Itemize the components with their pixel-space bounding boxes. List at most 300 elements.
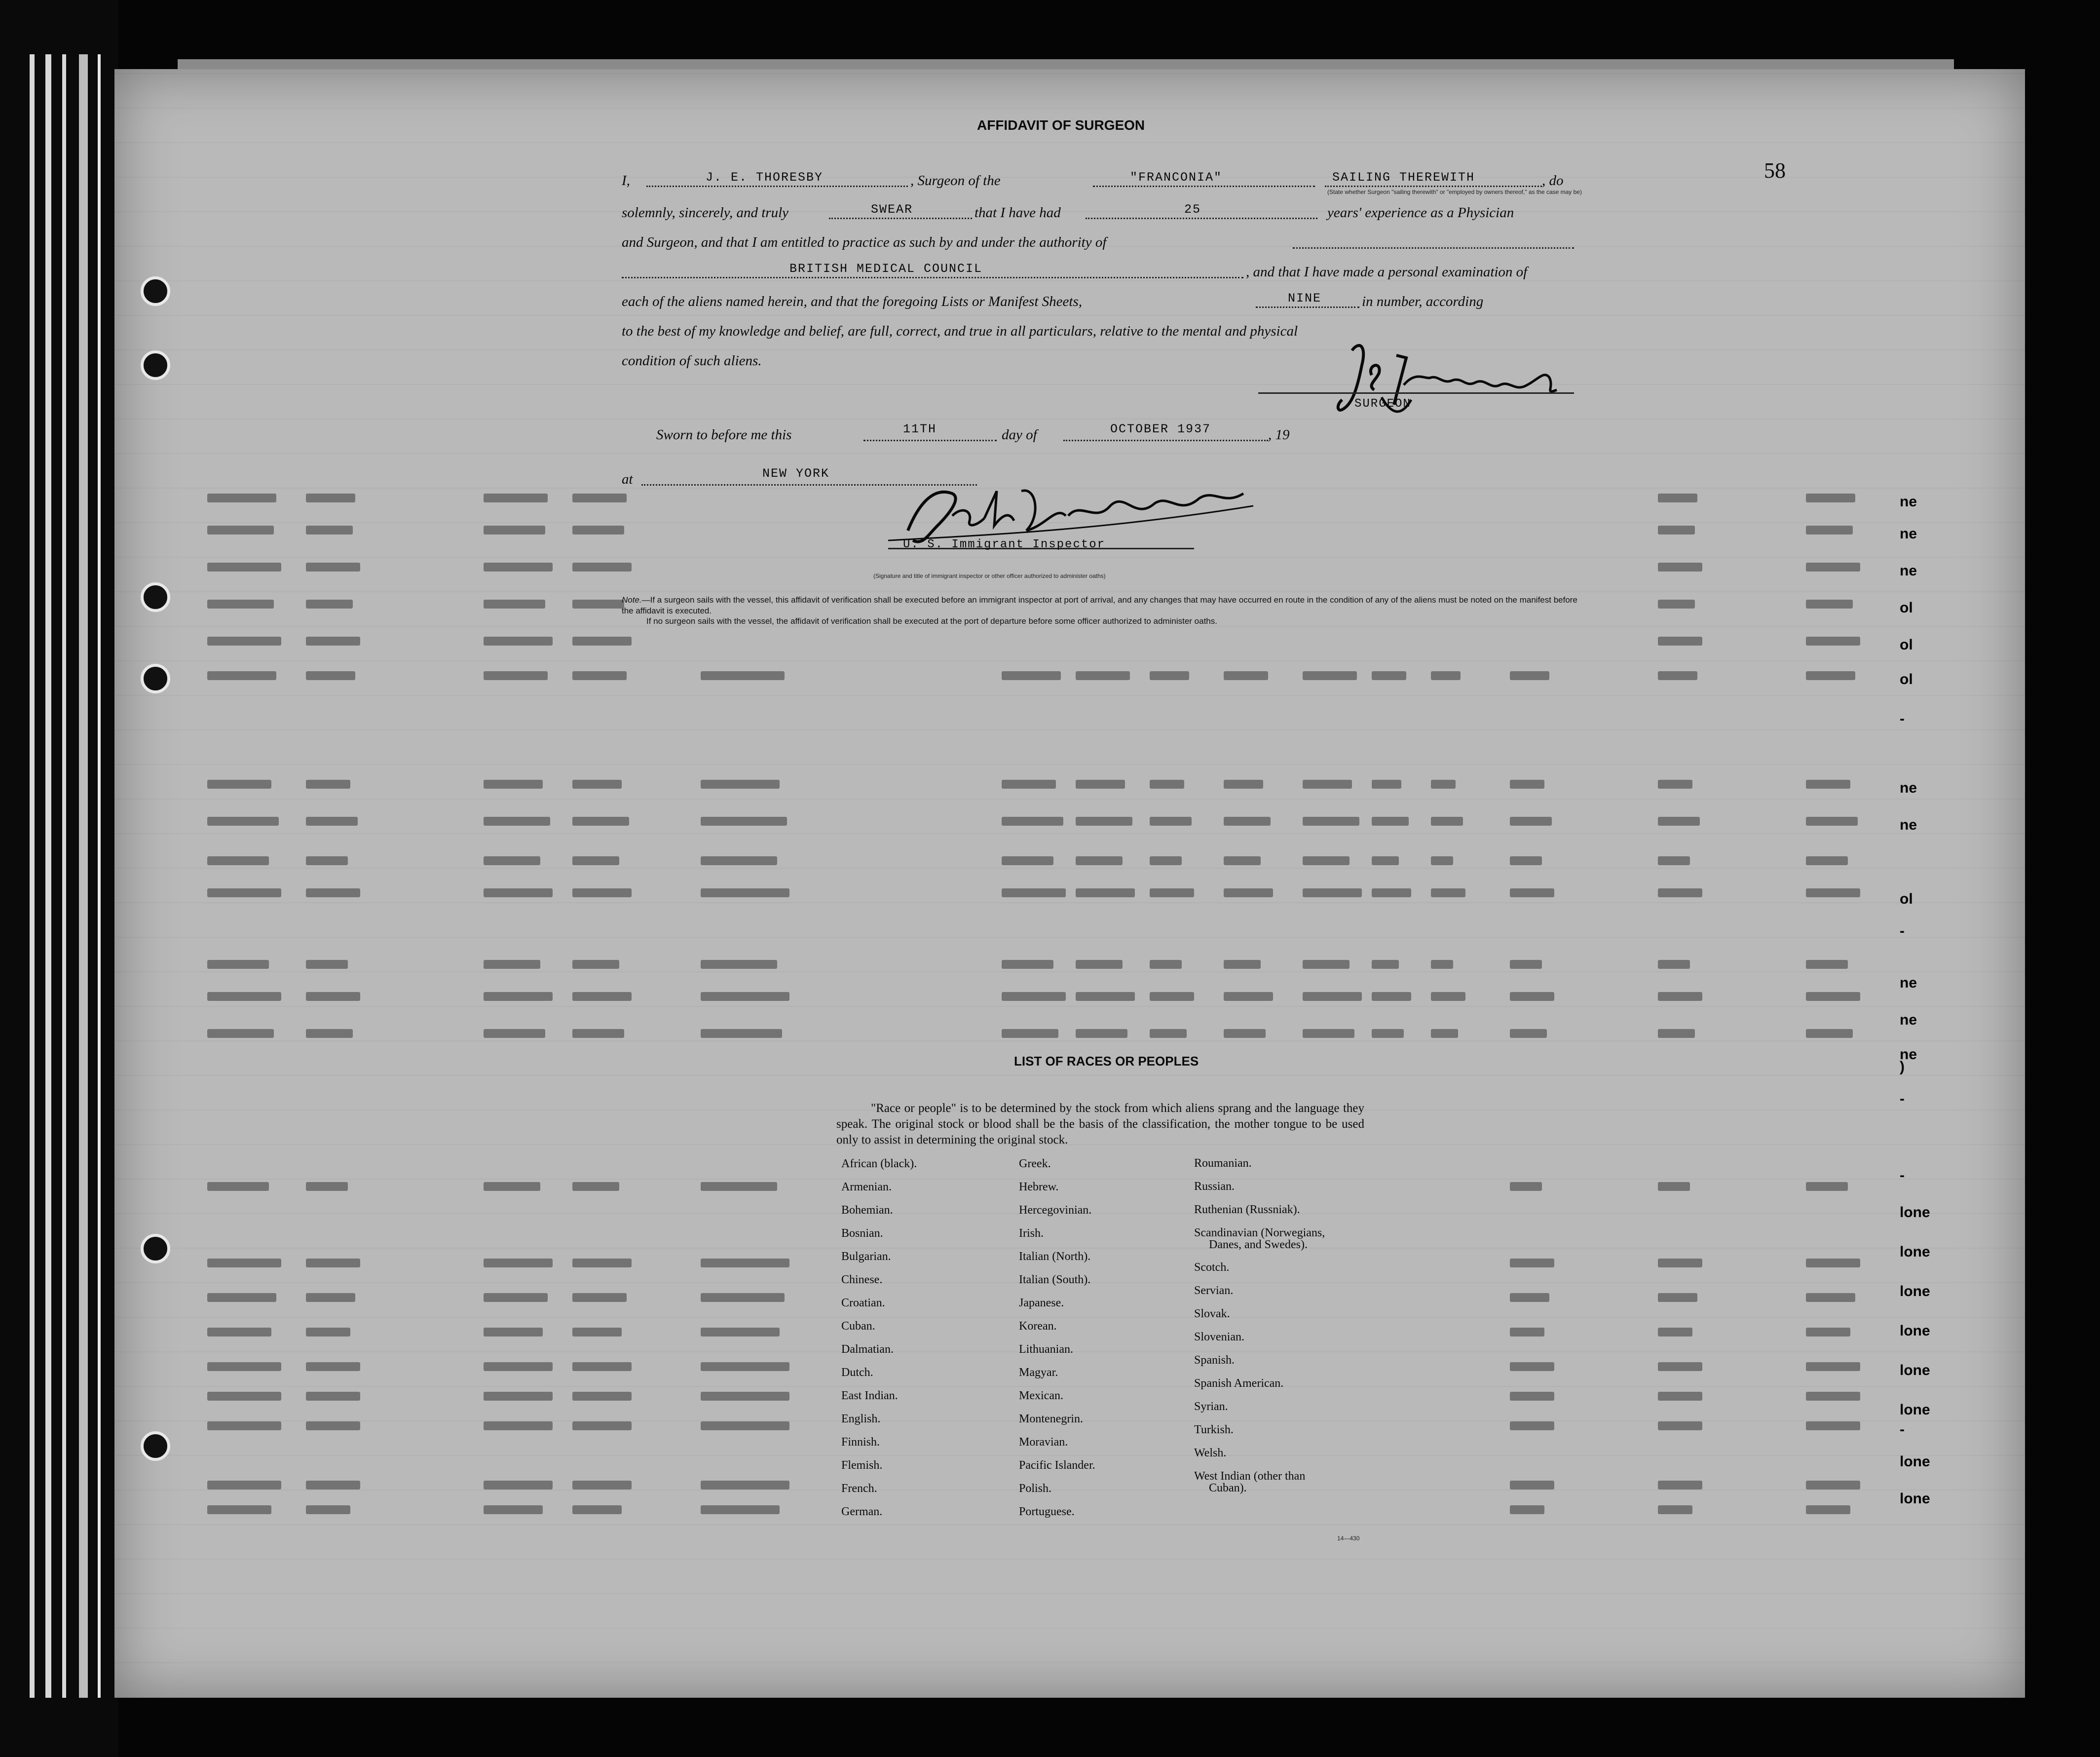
faded-entry [1658,563,1702,572]
faded-entry [484,1259,553,1267]
faded-entry [572,1328,622,1337]
faded-entry [1510,888,1554,897]
sworn-place: NEW YORK [762,466,830,481]
faded-entry [207,1392,281,1401]
faded-entry [1224,960,1261,969]
faded-entry [1806,856,1848,865]
faded-entry [1372,992,1411,1001]
affidavit-line2-mid: that I have had [975,205,1061,221]
faded-entry [1372,856,1399,865]
race-entry: Montenegrin. [1019,1413,1083,1425]
faded-entry [1806,780,1850,789]
race-entry: Irish. [1019,1227,1044,1240]
faded-entry [484,856,540,865]
margin-mark: ne [1900,563,1917,579]
faded-entry [1150,671,1189,680]
page-number: 58 [1764,158,1786,183]
race-entry: West Indian (other than Cuban). [1194,1470,1325,1493]
affidavit-line5-pre: each of the aliens named herein, and that the foregoing Lists or Manifest Sheets, [622,294,1082,309]
race-entry: Ruthenian (Russniak). [1194,1203,1300,1216]
dotted-field [646,186,908,187]
margin-mark: ne [1900,1046,1917,1063]
faded-entry [1806,563,1860,572]
margin-mark: - [1900,1167,1905,1184]
faded-entry [484,1293,548,1302]
margin-mark: ne [1900,526,1917,542]
faded-entry [572,1029,624,1038]
faded-entry [1510,856,1542,865]
race-entry: Italian (South). [1019,1273,1091,1286]
affidavit-line7: condition of such aliens. [622,353,762,369]
faded-entry [1658,817,1700,826]
faded-entry [1510,780,1544,789]
faded-entry [306,1293,355,1302]
race-entry: Scandinavian (Norwegians, Danes, and Swedes). [1194,1226,1325,1251]
ship-name: "FRANCONIA" [1130,170,1223,185]
faded-entry [572,1505,622,1514]
faded-entry [1806,526,1853,535]
faded-entry [572,563,632,572]
faded-entry [1431,1029,1458,1038]
faded-entry [484,637,553,646]
faded-entry [1224,992,1273,1001]
race-entry: Hercegovinian. [1019,1204,1092,1217]
faded-entry [207,1182,269,1191]
race-entry: Cuban. [841,1320,875,1333]
faded-entry [484,563,553,572]
margin-mark: lone [1900,1323,1930,1339]
faded-entry [1806,1182,1848,1191]
faded-entry [1150,960,1182,969]
faded-entry [484,992,553,1001]
faded-entry [207,1293,276,1302]
faded-entry [1002,856,1053,865]
faded-entry [1431,888,1465,897]
faded-entry [701,1505,780,1514]
inspector-title: U. S. Immigrant Inspector [903,538,1106,551]
punch-hole [141,664,170,693]
faded-entry [1224,780,1263,789]
faded-entry [1002,992,1066,1001]
faded-entry [1076,960,1123,969]
faded-entry [207,888,281,897]
race-entry: Moravian. [1019,1436,1068,1449]
faded-entry [1658,637,1702,646]
faded-entry [1002,960,1053,969]
faded-entry [1002,888,1066,897]
faded-entry [572,960,619,969]
faded-entry [306,600,353,609]
sworn-day: 11TH [903,422,937,436]
faded-entry [207,1029,274,1038]
licensing-authority: BRITISH MEDICAL COUNCIL [789,262,983,276]
faded-entry [1150,856,1182,865]
faded-entry [1076,671,1130,680]
faded-entry [484,1481,553,1490]
inspector-instruction: (Signature and title of immigrant inspector or other officer authorized to administer oaths) [873,573,1106,579]
race-entry: Slovak. [1194,1307,1230,1320]
race-entry: Italian (North). [1019,1250,1091,1263]
faded-entry [484,600,545,609]
faded-entry [306,888,360,897]
faded-entry [484,960,540,969]
faded-entry [207,960,269,969]
sworn-end: , 19 [1268,427,1290,443]
race-entry: Bohemian. [841,1204,893,1217]
race-entry: German. [841,1505,883,1518]
faded-entry [1372,1029,1404,1038]
race-entry: Russian. [1194,1180,1235,1193]
faded-entry [572,1392,632,1401]
race-entry-continuation: Cuban). [1209,1482,1247,1494]
faded-entry [484,1362,553,1371]
faded-entry [1806,1293,1855,1302]
affidavit-line2-end: years' experience as a Physician [1327,205,1514,221]
faded-entry [207,637,281,646]
margin-mark: ne [1900,1012,1917,1028]
race-entry: Servian. [1194,1284,1234,1297]
margin-mark: ol [1900,891,1913,907]
faded-entry [1303,671,1357,680]
faded-entry [1658,1182,1690,1191]
faded-entry [1658,526,1695,535]
margin-mark: lone [1900,1283,1930,1299]
dotted-field [1325,186,1542,187]
faded-entry [306,563,360,572]
faded-entry [306,1182,348,1191]
faded-entry [701,1362,789,1371]
binder-stripe [62,54,66,1698]
faded-entry [1658,960,1690,969]
faded-entry [1658,1259,1702,1267]
binder-edge [0,0,118,1757]
faded-entry [1303,1029,1354,1038]
faded-entry [572,637,632,646]
punch-hole [141,276,170,306]
punch-hole [141,1234,170,1263]
faded-entry [306,856,348,865]
affidavit-note-2: If no surgeon sails with the vessel, the affidavit of verification shall be executed at the port of departure before some officer authorized to administer oaths. [646,616,1217,626]
sheet-count: NINE [1288,291,1322,306]
faded-entry [1806,600,1853,609]
race-entry: Syrian. [1194,1400,1228,1413]
faded-entry [1076,856,1123,865]
faded-entry [1510,992,1554,1001]
margin-mark: ) [1900,1059,1905,1075]
faded-entry [1806,1328,1850,1337]
races-intro: "Race or people" is to be determined by the stock from which aliens sprang and the language they speak. The original stock or blood shall be the basis of the classification, the mother tongue to be used only to assist in determining the original stock. [836,1102,1364,1146]
oath-word: SWEAR [871,202,913,217]
surgeon-signature-line [1258,392,1574,394]
faded-entry [207,671,276,680]
faded-entry [1806,1259,1860,1267]
binder-stripe [98,54,101,1698]
faded-entry [1303,888,1362,897]
races-column-3 [1194,1157,1325,1493]
faded-entry [1002,671,1061,680]
faded-entry [701,1293,785,1302]
faded-entry [572,1362,632,1371]
faded-entry [1658,888,1702,897]
faded-entry [701,1481,789,1490]
faded-entry [1806,1362,1860,1371]
margin-mark: ol [1900,637,1913,653]
years-experience: 25 [1184,202,1201,217]
faded-entry [1076,888,1135,897]
race-entry: Croatian. [841,1297,885,1309]
faded-entry [572,1259,632,1267]
faded-entry [484,1029,545,1038]
race-entry: African (black). [841,1157,917,1170]
faded-entry [701,780,780,789]
races-column-2 [1019,1157,1095,1528]
race-entry: Spanish American. [1194,1377,1284,1390]
faded-entry [484,780,543,789]
faded-entry [701,856,777,865]
race-entry: Japanese. [1019,1297,1064,1309]
faded-entry [1224,817,1271,826]
dotted-field [622,277,1243,278]
faded-entry [1224,671,1268,680]
faded-entry [1510,1421,1554,1430]
faded-entry [207,856,269,865]
faded-entry [1658,992,1702,1001]
binder-stripe [30,54,35,1698]
race-entry: Greek. [1019,1157,1051,1170]
faded-entry [572,817,629,826]
faded-entry [306,637,360,646]
dotted-field [829,218,972,219]
margin-mark: lone [1900,1244,1930,1260]
affidavit-title: AFFIDAVIT OF SURGEON [977,117,1145,133]
race-entry: Spanish. [1194,1354,1235,1367]
faded-entry [701,1328,780,1337]
margin-mark: - [1900,711,1905,727]
race-entry: French. [841,1482,877,1495]
binder-stripe [79,54,88,1698]
form-number: 14—430 [1337,1535,1360,1542]
faded-entry [1150,780,1184,789]
faded-entry [306,817,358,826]
faded-entry [1372,960,1399,969]
faded-entry [207,1259,281,1267]
affidavit-line4-end: , and that I have made a personal examination of [1246,264,1528,280]
faded-entry [1658,1505,1692,1514]
faded-entry [1658,1029,1695,1038]
faded-entry [572,856,619,865]
faded-entry [1224,856,1261,865]
faded-entry [572,1421,632,1430]
faded-entry [1510,1481,1554,1490]
faded-entry [1431,960,1453,969]
faded-entry [1303,992,1362,1001]
faded-entry [1806,992,1860,1001]
faded-entry [306,1029,353,1038]
margin-mark: - [1900,1421,1905,1438]
faded-entry [1076,992,1135,1001]
affidavit-line3: and Surgeon, and that I am entitled to practice as such by and under the authority of [622,234,1107,250]
faded-entry [1658,1481,1702,1490]
faded-entry [572,600,624,609]
race-entry: Hebrew. [1019,1181,1059,1193]
faded-entry [701,671,785,680]
faded-entry [1806,1421,1860,1430]
sworn-pre: Sworn to before me this [656,427,792,443]
faded-entry [1658,494,1697,502]
faded-entry [207,1421,281,1430]
faded-entry [306,1259,360,1267]
race-entry-continuation: Danes, and Swedes). [1209,1238,1308,1251]
faded-entry [306,1505,350,1514]
race-entry: Bulgarian. [841,1250,891,1263]
faded-entry [572,780,622,789]
faded-entry [1806,671,1855,680]
race-entry: Bosnian. [841,1227,883,1240]
faded-entry [207,526,274,535]
race-entry: Lithuanian. [1019,1343,1073,1356]
faded-entry [1303,960,1350,969]
faded-entry [1806,1029,1853,1038]
faded-entry [1224,1029,1266,1038]
faded-entry [306,1421,360,1430]
punch-hole [141,582,170,612]
margin-mark: lone [1900,1490,1930,1507]
faded-entry [1510,1293,1549,1302]
faded-entry [1510,1392,1554,1401]
faded-entry [1002,817,1063,826]
faded-entry [1431,780,1456,789]
dotted-field [1293,247,1574,249]
race-entry: Polish. [1019,1482,1052,1495]
faded-entry [701,992,789,1001]
race-entry: Korean. [1019,1320,1057,1333]
sheet-top-edge [178,59,1954,69]
races-title: LIST OF RACES OR PEOPLES [1014,1054,1199,1069]
faded-entry [1303,856,1350,865]
faded-entry [1658,1293,1697,1302]
faded-entry [1510,817,1552,826]
faded-entry [484,1505,543,1514]
faded-entry [306,1481,360,1490]
faded-entry [1658,856,1690,865]
dotted-field [1093,186,1315,187]
faded-entry [1510,1029,1547,1038]
surgeon-status: SAILING THEREWITH [1332,170,1475,185]
faded-entry [207,817,279,826]
faded-entry [1150,992,1194,1001]
dotted-field [1086,218,1317,219]
faded-entry [701,960,777,969]
race-entry: Finnish. [841,1436,880,1449]
faded-entry [701,1392,789,1401]
margin-mark: ol [1900,671,1913,688]
affidavit-line1-mid: , Surgeon of the [910,173,1001,189]
race-entry: Scotch. [1194,1261,1230,1274]
faded-entry [1372,671,1406,680]
race-entry: Magyar. [1019,1366,1058,1379]
faded-entry [484,494,548,502]
note-text: —If a surgeon sails with the vessel, this affidavit of verification shall be executed before an immigrant inspector at port of arrival, and any changes that may have occurred en route in the condition of any of the aliens must be noted on the manifest before the affidavit is executed. [622,595,1577,615]
faded-entry [1510,1259,1554,1267]
faded-entry [1658,1392,1702,1401]
faded-entry [1002,1029,1058,1038]
faded-entry [1224,888,1273,897]
margin-mark: ol [1900,600,1913,616]
faded-entry [1372,888,1411,897]
faded-entry [207,563,281,572]
faded-entry [1372,780,1401,789]
faded-entry [207,992,281,1001]
faded-entry [1806,494,1855,502]
faded-entry [1002,780,1056,789]
faded-entry [1658,780,1692,789]
faded-entry [701,1029,782,1038]
faded-entry [1806,1481,1860,1490]
dotted-field [1063,440,1268,441]
faded-entry [1510,960,1542,969]
sworn-mid: day of [1002,427,1037,443]
faded-entry [484,888,553,897]
faded-entry [484,1328,543,1337]
faded-entry [1658,1421,1702,1430]
race-entry: Armenian. [841,1181,892,1193]
faded-entry [484,1182,540,1191]
margin-mark: lone [1900,1204,1930,1221]
affidavit-line1-end: , do [1542,173,1564,189]
faded-entry [572,992,632,1001]
faded-entry [306,992,360,1001]
faded-entry [207,600,274,609]
margin-mark: lone [1900,1362,1930,1378]
margin-mark: ne [1900,975,1917,991]
faded-entry [701,817,787,826]
faded-entry [701,1259,789,1267]
margin-mark: lone [1900,1453,1930,1470]
faded-entry [207,1362,281,1371]
faded-entry [572,1481,632,1490]
faded-entry [207,494,276,502]
dotted-field [863,440,997,441]
faded-entry [1658,600,1695,609]
faded-entry [1510,671,1549,680]
faded-entry [701,1182,777,1191]
margin-mark: - [1900,923,1905,939]
faded-entry [572,1182,619,1191]
margin-mark: lone [1900,1402,1930,1418]
faded-entry [1431,992,1465,1001]
faded-entry [1510,1505,1544,1514]
affidavit-line1-pre: I, [622,173,630,189]
faded-entry [306,671,355,680]
faded-entry [572,494,627,502]
faded-entry [1806,1505,1850,1514]
faded-entry [1806,817,1858,826]
margin-mark: - [1900,1091,1905,1107]
faded-entry [572,1293,627,1302]
affidavit-note [622,595,1579,616]
faded-entry [484,526,545,535]
faded-entry [1303,780,1352,789]
race-entry: Chinese. [841,1273,883,1286]
sworn-month-year: OCTOBER 1937 [1110,422,1211,436]
race-entry: Welsh. [1194,1447,1227,1459]
faded-entry [306,960,348,969]
faded-entry [1150,1029,1187,1038]
faded-entry [306,780,350,789]
surgeon-name: J. E. THORESBY [706,170,824,185]
status-instruction: (State whether Surgeon "sailing therewith" or "employed by owners thereof," as the case may be) [1327,189,1582,195]
faded-entry [572,888,632,897]
